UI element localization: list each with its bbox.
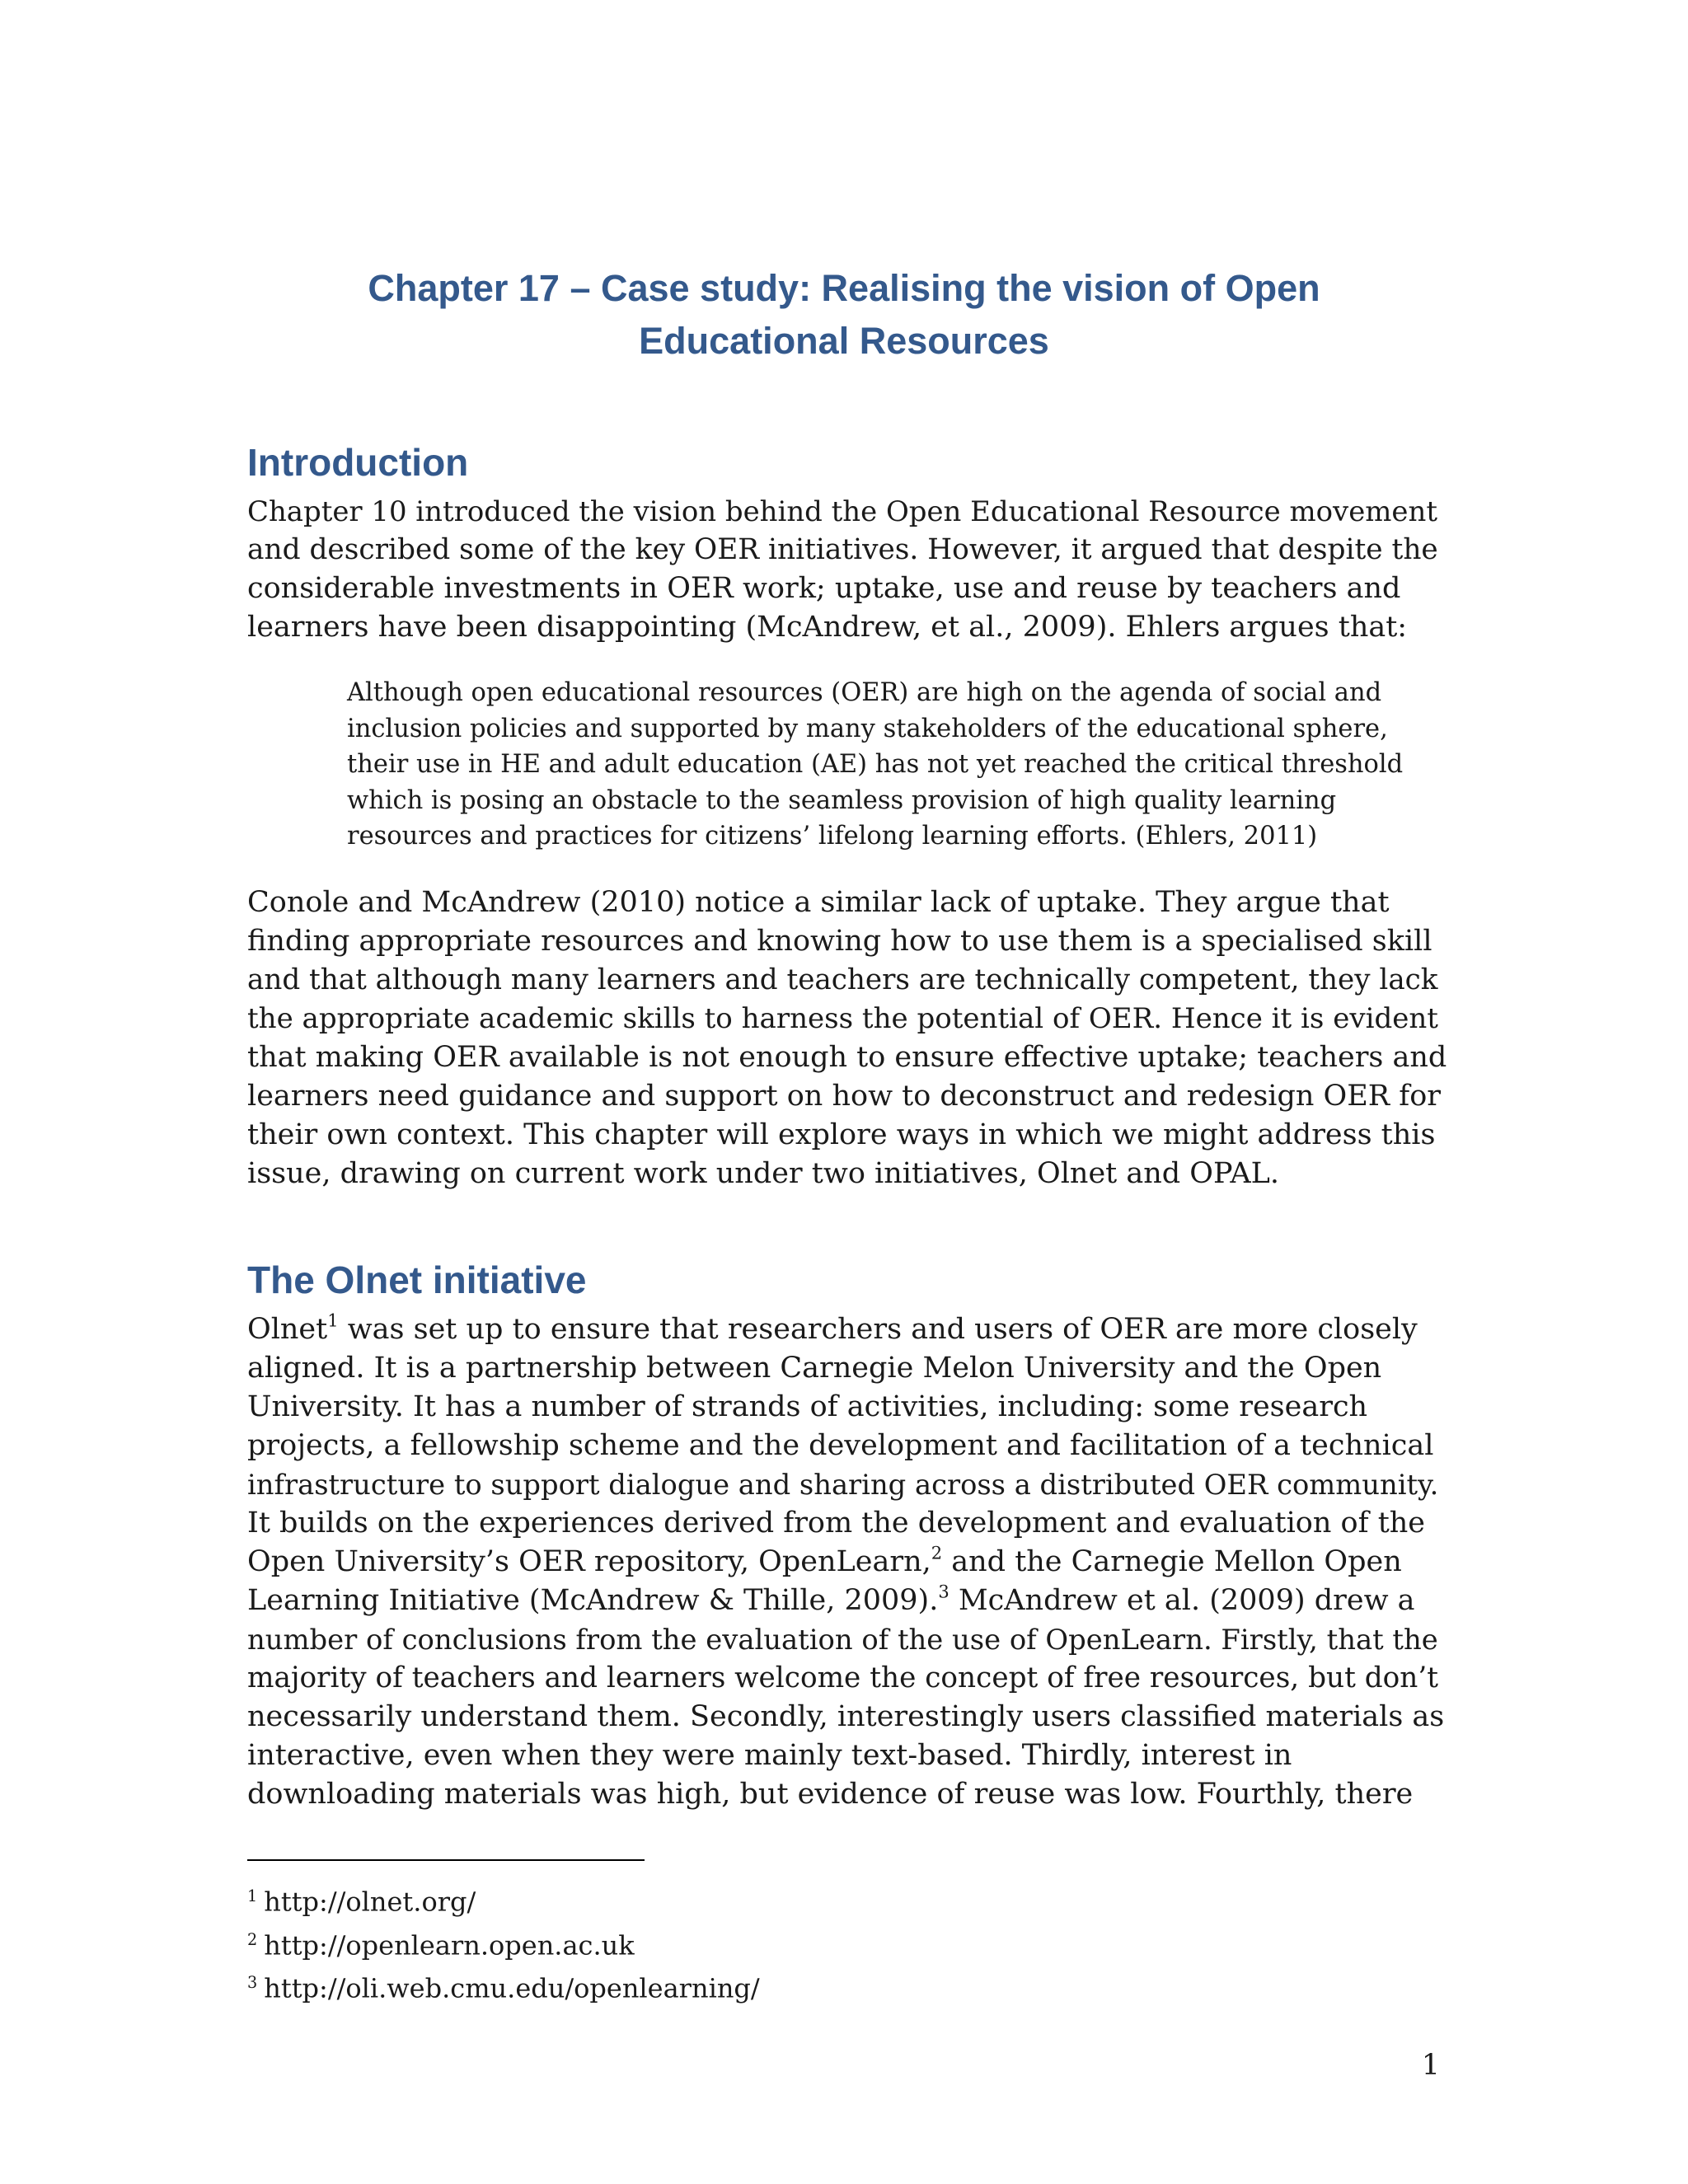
quote-line: resources and practices for citizens’ lifelong learning efforts. (Ehlers, 2011) — [347, 822, 1318, 851]
olnet-initiative-heading: The Olnet initiative — [247, 1258, 587, 1301]
footnote — [247, 1877, 760, 1921]
text-fragment: Learning Initiative (McAndrew & Thille, 2009). — [247, 1584, 939, 1617]
text-line: It builds on the experiences derived from the development and evaluation of the — [247, 1507, 1426, 1540]
footnote-link[interactable]: http://olnet.org/ — [264, 1886, 476, 1918]
quote-line: their use in HE and adult education (AE) has not yet reached the critical threshold — [347, 750, 1404, 779]
text-line — [247, 1582, 1451, 1620]
text-line: Chapter 10 introduced the vision behind the Open Educational Resource movement — [247, 495, 1437, 527]
text-fragment: and the Carnegie Mellon Open — [942, 1545, 1402, 1578]
footnotes — [247, 1877, 760, 2008]
quote-line: inclusion policies and supported by many stakeholders of the educational sphere, — [347, 714, 1388, 743]
footnote — [247, 1964, 760, 2008]
text-line: University. It has a number of strands of activities, including: some research — [247, 1390, 1368, 1423]
text-line: infrastructure to support dialogue and sharing across a distributed OER community. — [247, 1469, 1439, 1501]
chapter-title-line: Chapter 17 – Case study: Realising the vision of Open — [368, 267, 1320, 309]
footnote — [247, 1921, 760, 1965]
footnote-separator — [247, 1859, 645, 1861]
ehlers-block-quote — [347, 675, 1451, 855]
text-line: downloading materials was high, but evidence of reuse was low. Fourthly, there — [247, 1778, 1414, 1811]
introduction-paragraph-2 — [247, 883, 1451, 1193]
text-line: necessarily understand them. Secondly, interestingly users classified materials as — [247, 1700, 1445, 1733]
text-line: considerable investments in OER work; uptake, use and reuse by teachers and — [247, 572, 1401, 605]
footnote-link[interactable]: http://openlearn.open.ac.uk — [264, 1929, 635, 1961]
quote-line: which is posing an obstacle to the seamless provision of high quality learning — [347, 785, 1337, 815]
footnote-mark: 1 — [247, 1886, 258, 1905]
text-line: finding appropriate resources and knowing how to use them is a specialised skill — [247, 925, 1432, 958]
quote-line: Although open educational resources (OER) are high on the agenda of social and — [347, 678, 1382, 707]
text-line: majority of teachers and learners welcome the concept of free resources, but don’t — [247, 1661, 1439, 1694]
text-line: projects, a fellowship scheme and the development and facilitation of a technical — [247, 1429, 1434, 1462]
text-line — [247, 1310, 1451, 1349]
text-fragment: Open University’s OER repository, OpenLearn, — [247, 1545, 931, 1578]
footnote-reference-1: 1 — [327, 1310, 339, 1331]
text-line: and that although many learners and teachers are technically competent, they lack — [247, 963, 1438, 996]
introduction-heading: Introduction — [247, 441, 469, 484]
text-line: learners need guidance and support on how to deconstruct and redesign OER for — [247, 1080, 1442, 1113]
footnote-mark: 3 — [247, 1973, 258, 1993]
text-line: number of conclusions from the evaluation of the use of OpenLearn. Firstly, that the — [247, 1624, 1438, 1656]
text-fragment: McAndrew et al. (2009) drew a — [949, 1584, 1415, 1617]
text-line: and described some of the key OER initiatives. However, it argued that despite the — [247, 533, 1438, 566]
text-fragment: Olnet — [247, 1313, 328, 1346]
introduction-paragraph-1 — [247, 492, 1451, 647]
text-line: that making OER available is not enough to ensure effective uptake; teachers and — [247, 1041, 1447, 1074]
text-line — [247, 1543, 1451, 1582]
text-line: the appropriate academic skills to harness the potential of OER. Hence it is evident — [247, 1002, 1438, 1035]
page-number: 1 — [1421, 2049, 1440, 2082]
text-line: issue, drawing on current work under two initiatives, Olnet and OPAL. — [247, 1157, 1279, 1190]
chapter-title — [247, 262, 1441, 368]
chapter-title-line: Educational Resources — [639, 320, 1049, 362]
text-line: interactive, even when they were mainly text-based. Thirdly, interest in — [247, 1739, 1292, 1772]
footnote-reference-3: 3 — [938, 1582, 950, 1602]
footnote-reference-2: 2 — [931, 1543, 943, 1563]
text-line: Conole and McAndrew (2010) notice a similar lack of uptake. They argue that — [247, 886, 1390, 919]
text-line: learners have been disappointing (McAndrew, et al., 2009). Ehlers argues that: — [247, 611, 1408, 644]
text-line: their own context. This chapter will explore ways in which we might address this — [247, 1118, 1436, 1151]
text-fragment: was set up to ensure that researchers and users of OER are more closely — [338, 1313, 1418, 1346]
footnote-mark: 2 — [247, 1929, 258, 1949]
footnote-link[interactable]: http://oli.web.cmu.edu/openlearning/ — [264, 1972, 760, 2004]
text-line: aligned. It is a partnership between Carnegie Melon University and the Open — [247, 1352, 1382, 1385]
olnet-paragraph — [247, 1310, 1451, 1814]
